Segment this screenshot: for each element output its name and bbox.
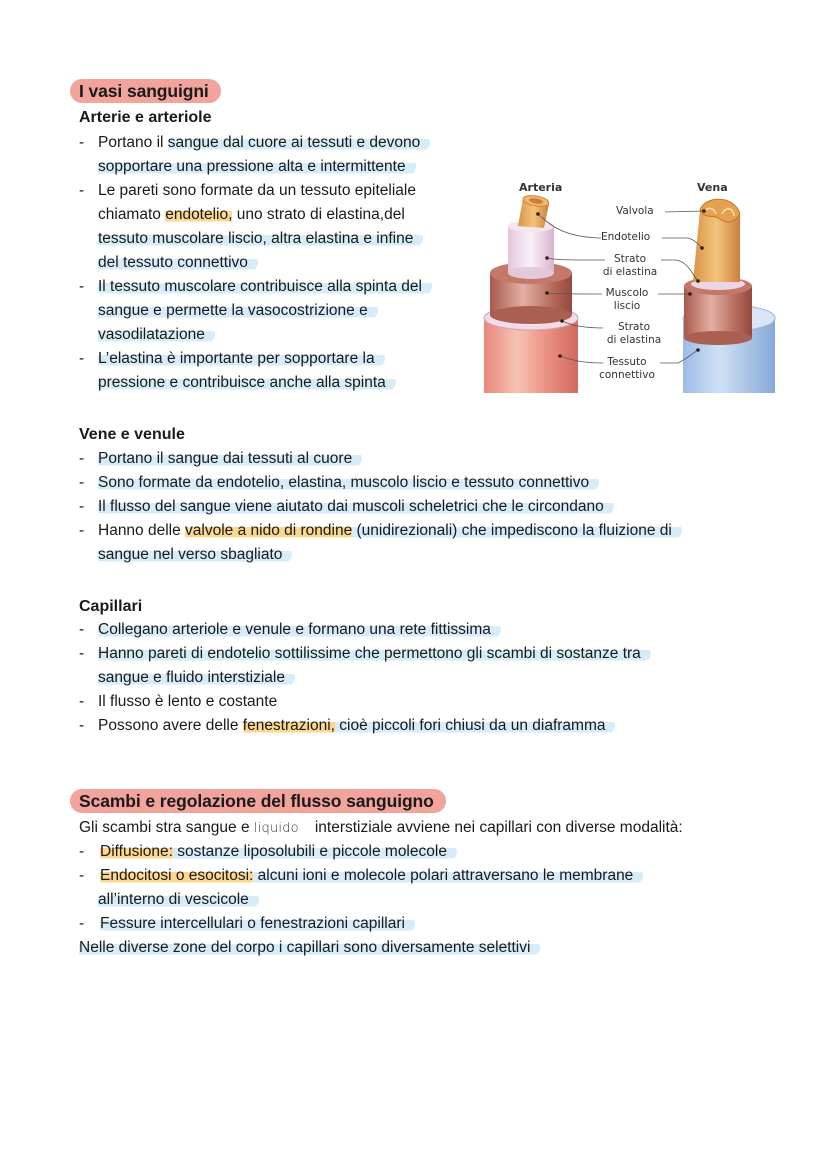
blue-highlight: tessuto muscolare liscio, altra elastina e infine — [98, 230, 423, 247]
blue-highlight: Fessure intercellulari o fenestrazioni capillari — [100, 915, 415, 932]
label-valvola: Valvola — [616, 205, 654, 217]
bullet-arterie-2-cont3 — [98, 251, 258, 275]
bullet-arterie-2-cont2 — [98, 227, 423, 251]
bullet-text — [98, 447, 362, 471]
bullet-arterie-1-cont — [98, 155, 416, 179]
blue-highlight: sangue dal cuore ai tessuti e devono — [168, 134, 430, 151]
bullet-text — [98, 714, 615, 738]
label-strato-elastina-2 — [602, 321, 666, 347]
diagram-title-arteria: Arteria — [519, 181, 563, 194]
blue-highlight: sangue e permette la vasocostrizione e — [98, 302, 378, 319]
section-title-text: I vasi sanguigni — [79, 81, 209, 101]
bullet-arterie-4-cont — [98, 371, 396, 395]
label-line: connettivo — [599, 369, 655, 381]
label-endotelio: Endotelio — [601, 231, 651, 243]
bullet-text: Le pareti sono formate da un tessuto epiteliale — [98, 182, 416, 199]
bullet-dash: - — [79, 867, 85, 884]
label-strato-elastina-1 — [598, 253, 662, 279]
yellow-highlight-valvole: valvole a nido di rondine — [185, 522, 353, 539]
bullet-dash: - — [79, 350, 85, 367]
blue-highlight: Portano il sangue dai tessuti al cuore — [98, 450, 362, 467]
label-muscolo-liscio — [598, 287, 656, 313]
intro-line — [79, 816, 683, 841]
bullet-text: Il flusso è lento e costante — [98, 693, 278, 710]
bullet-dash: - — [79, 474, 85, 491]
blue-highlight: sopportare una pressione alta e intermittente — [98, 158, 416, 175]
bullet-arterie-3-cont1 — [98, 299, 378, 323]
blue-highlight: L’elastina è importante per sopportare la — [98, 350, 385, 367]
bullet-text — [100, 912, 415, 936]
bullet-text — [98, 519, 682, 543]
label-tessuto-connettivo — [596, 356, 658, 382]
bullet-arterie-3-cont2 — [98, 323, 215, 347]
bullet-dash: - — [79, 621, 85, 638]
text: chiamato — [98, 206, 166, 223]
label-line: Muscolo — [605, 287, 649, 299]
yellow-highlight-endocitosi: Endocitosi o esocitosi: — [100, 867, 254, 884]
handwritten-word: liquido — [253, 821, 299, 836]
bullet-dash: - — [79, 522, 85, 539]
bullet-capillari-2-cont — [98, 666, 295, 690]
text: interstiziale avviene nei capillari con diverse modalità: — [314, 819, 683, 836]
text: uno strato di elastina,del — [232, 206, 405, 223]
bullet-text — [100, 864, 643, 888]
bullet-text — [98, 495, 614, 519]
blue-highlight: pressione e contribuisce anche alla spinta — [98, 374, 396, 391]
label-line: Strato — [613, 253, 647, 265]
bullet-dash: - — [79, 134, 85, 151]
label-line: Tessuto — [607, 356, 647, 368]
text: Possono avere delle — [98, 717, 243, 734]
blue-highlight: sostanze liposolubili e piccole molecole — [173, 843, 457, 860]
label-line: di elastina — [606, 334, 662, 346]
bullet-dash: - — [79, 182, 85, 199]
text: Hanno delle — [98, 522, 186, 539]
blue-highlight: alcuni ioni e molecole polari attraversano le membrane — [253, 867, 643, 884]
blue-highlight: vasodilatazione — [98, 326, 215, 343]
heading-arterie: Arterie e arteriole — [79, 109, 212, 126]
heading-vene: Vene e venule — [79, 426, 185, 443]
blue-highlight: Nelle diverse zone del corpo i capillari sono diversamente selettivi — [79, 939, 540, 956]
bullet-dash: - — [79, 915, 85, 932]
bullet-text — [98, 347, 385, 371]
blue-highlight: sangue e fluido interstiziale — [98, 669, 295, 686]
bullet-dash: - — [79, 693, 85, 710]
blue-highlight: Sono formate da endotelio, elastina, muscolo liscio e tessuto connettivo — [98, 474, 599, 491]
bullet-arterie-2-cont1 — [98, 203, 405, 227]
label-line: di elastina — [602, 266, 658, 278]
blue-highlight: Hanno pareti di endotelio sottilissime che permettono gli scambi di sostanze tra — [98, 645, 651, 662]
bullet-scambi-2-cont — [98, 888, 259, 912]
blue-highlight: del tessuto connettivo — [98, 254, 258, 271]
label-line: liscio — [613, 300, 641, 312]
yellow-highlight-diffusione: Diffusione: — [100, 843, 173, 860]
bullet-text — [98, 642, 651, 666]
yellow-highlight-fenestrazioni: fenestrazioni, — [242, 717, 335, 734]
heading-capillari: Capillari — [79, 598, 143, 615]
bullet-dash: - — [79, 278, 85, 295]
bullet-text: Portano il sangue dal cuore ai tessuti e devono — [98, 131, 430, 155]
label-line: Strato — [617, 321, 651, 333]
bullet-text — [98, 618, 501, 642]
section-title-text: Scambi e regolazione del flusso sanguigno — [79, 791, 434, 811]
blue-highlight: Il flusso del sangue viene aiutato dai muscoli scheletrici che le circondano — [98, 498, 614, 515]
bullet-text — [100, 840, 457, 864]
bullet-dash: - — [79, 498, 85, 515]
bullet-dash: - — [79, 450, 85, 467]
bullet-dash: - — [79, 843, 85, 860]
blue-highlight: cioè piccoli fori chiusi da un diaframma — [335, 717, 616, 734]
blue-highlight: all’interno di vescicole — [98, 891, 259, 908]
blue-highlight: Il tessuto muscolare contribuisce alla spinta del — [98, 278, 432, 295]
text: Gli scambi stra sangue e — [79, 819, 254, 836]
bullet-dash: - — [79, 645, 85, 662]
bullet-dash: - — [79, 717, 85, 734]
yellow-highlight-endotelio: endotelio, — [165, 206, 233, 223]
vessel-diagram — [478, 178, 783, 393]
section-title-scambi — [70, 789, 446, 813]
diagram-title-vena: Vena — [697, 181, 728, 194]
blue-highlight: (unidirezionali) che impediscono la fluizione di — [352, 522, 682, 539]
blue-highlight: sangue nel verso sbagliato — [98, 546, 292, 563]
blue-highlight: Collegano arteriole e venule e formano una rete fittissima — [98, 621, 501, 638]
bullet-text — [98, 275, 432, 299]
bullet-text — [98, 471, 599, 495]
closing-line — [79, 936, 540, 960]
bullet-vene-4-cont — [98, 543, 292, 567]
section-title-vasi — [70, 79, 221, 103]
